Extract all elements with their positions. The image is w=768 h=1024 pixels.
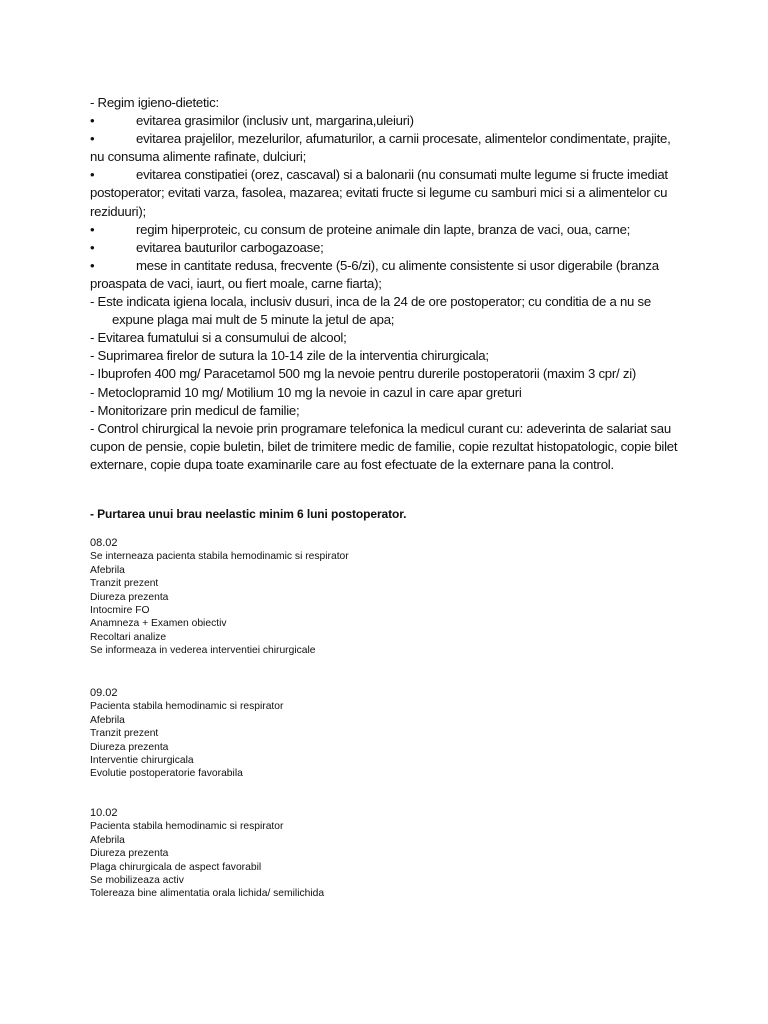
bullet-item <box>90 130 680 148</box>
day-line: Afebrila <box>90 834 125 846</box>
day-line: Interventie chirurgicala <box>90 755 194 767</box>
instruction-control: - Control chirurgical la nevoie prin programare telefonica la medicul curant cu: adeverinta de salariat sau <box>90 420 671 436</box>
instruction-metoclopramid: - Metoclopramid 10 mg/ Motilium 10 mg la nevoie in cazul in care apar greturi <box>90 384 522 400</box>
bullet-text: evitarea prajelilor, mezelurilor, afumaturilor, a carnii procesate, alimentelor condimentate, prajite, <box>136 131 671 147</box>
day-line: Intocmire FO <box>90 605 150 617</box>
bullet-text: mese in cantitate redusa, frecvente (5-6/zi), cu alimente consistente si usor digerabile (branza <box>136 257 659 273</box>
discharge-recommendations <box>90 94 680 474</box>
day-line: Tranzit prezent <box>90 578 159 590</box>
day-line: Plaga chirurgicala de aspect favorabil <box>90 861 262 873</box>
day-line: Afebrila <box>90 714 125 726</box>
bullet-item <box>90 221 680 239</box>
day-date: 08.02 <box>90 537 118 549</box>
bullet-icon: • <box>90 221 95 237</box>
day-entry <box>90 807 324 901</box>
day-line: Recoltari analize <box>90 631 167 643</box>
instruction-fire-sutura: - Suprimarea firelor de sutura la 10-14 zile de la interventia chirurgicala; <box>90 348 489 364</box>
bullet-item <box>90 112 680 130</box>
day-line: Diureza prezenta <box>90 591 169 603</box>
instruction-ibuprofen: - Ibuprofen 400 mg/ Paracetamol 500 mg la nevoie pentru durerile postoperatorii (maxim 3 cpr/ zi) <box>90 366 637 382</box>
bullet-continuation: postoperator; evitati varza, fasolea, mazarea; evitati fructe si legume cu samburi mici si a alimentelor cu <box>90 185 668 201</box>
instruction-monitorizare: - Monitorizare prin medicul de familie; <box>90 402 300 418</box>
day-date: 09.02 <box>90 687 118 699</box>
bullet-item <box>90 239 680 257</box>
day-line: Anamneza + Examen obiectiv <box>90 618 227 630</box>
day-line: Se informeaza in vederea interventiei chirurgicale <box>90 645 316 657</box>
day-line: Se mobilizeaza activ <box>90 875 184 887</box>
day-line: Pacienta stabila hemodinamic si respirator <box>90 821 284 833</box>
instruction-fumat: - Evitarea fumatului si a consumului de alcool; <box>90 330 347 346</box>
day-date: 10.02 <box>90 807 118 819</box>
day-line: Pacienta stabila hemodinamic si respirator <box>90 701 284 713</box>
bullet-icon: • <box>90 257 95 273</box>
instruction-control: externare, copie dupa toate examinarile care au fost efectuate de la externare pana la control. <box>90 456 614 472</box>
day-line: Evolutie postoperatorie favorabila <box>90 768 243 780</box>
instruction-igiena: - Este indicata igiena locala, inclusiv dusuri, inca de la 24 de ore postoperator; cu conditia de a nu se <box>90 294 651 310</box>
day-line: Diureza prezenta <box>90 741 169 753</box>
day-line: Afebrila <box>90 564 125 576</box>
bullet-icon: • <box>90 131 95 147</box>
instruction-control: cupon de pensie, copie buletin, bilet de trimitere medic de familie, copie rezultat histopatologic, copie bilet <box>90 438 678 454</box>
bullet-continuation: nu consuma alimente rafinate, dulciuri; <box>90 149 307 165</box>
day-entry <box>90 537 349 658</box>
bullet-icon: • <box>90 167 95 183</box>
bullet-item <box>90 166 680 184</box>
regim-heading: - Regim igieno-dietetic: <box>90 95 219 110</box>
day-line: Tranzit prezent <box>90 728 159 740</box>
bullet-icon: • <box>90 239 95 255</box>
bullet-text: evitarea grasimilor (inclusiv unt, margarina,uleiuri) <box>136 113 414 129</box>
instruction-igiena-continuation: expune plaga mai mult de 5 minute la jetul de apa; <box>112 312 395 328</box>
day-line: Tolereaza bine alimentatia orala lichida/ semilichida <box>90 888 325 900</box>
bullet-text: evitarea bauturilor carbogazoase; <box>136 239 324 255</box>
bullet-continuation: reziduuri); <box>90 203 146 219</box>
bullet-icon: • <box>90 113 95 129</box>
bullet-text: evitarea constipatiei (orez, cascaval) si a balonarii (nu consumati multe legume si fructe imediat <box>136 167 668 183</box>
bullet-continuation: proaspata de vaci, iaurt, ou fiert moale, carne fiarta); <box>90 275 382 291</box>
bullet-text: regim hiperproteic, cu consum de proteine animale din lapte, branza de vaci, oua, carne; <box>136 221 631 237</box>
day-line: Se interneaza pacienta stabila hemodinamic si respirator <box>90 551 349 563</box>
bullet-item <box>90 257 680 275</box>
day-entry <box>90 687 283 781</box>
day-line: Diureza prezenta <box>90 848 169 860</box>
brau-note: - Purtarea unui brau neelastic minim 6 luni postoperator. <box>90 507 407 521</box>
